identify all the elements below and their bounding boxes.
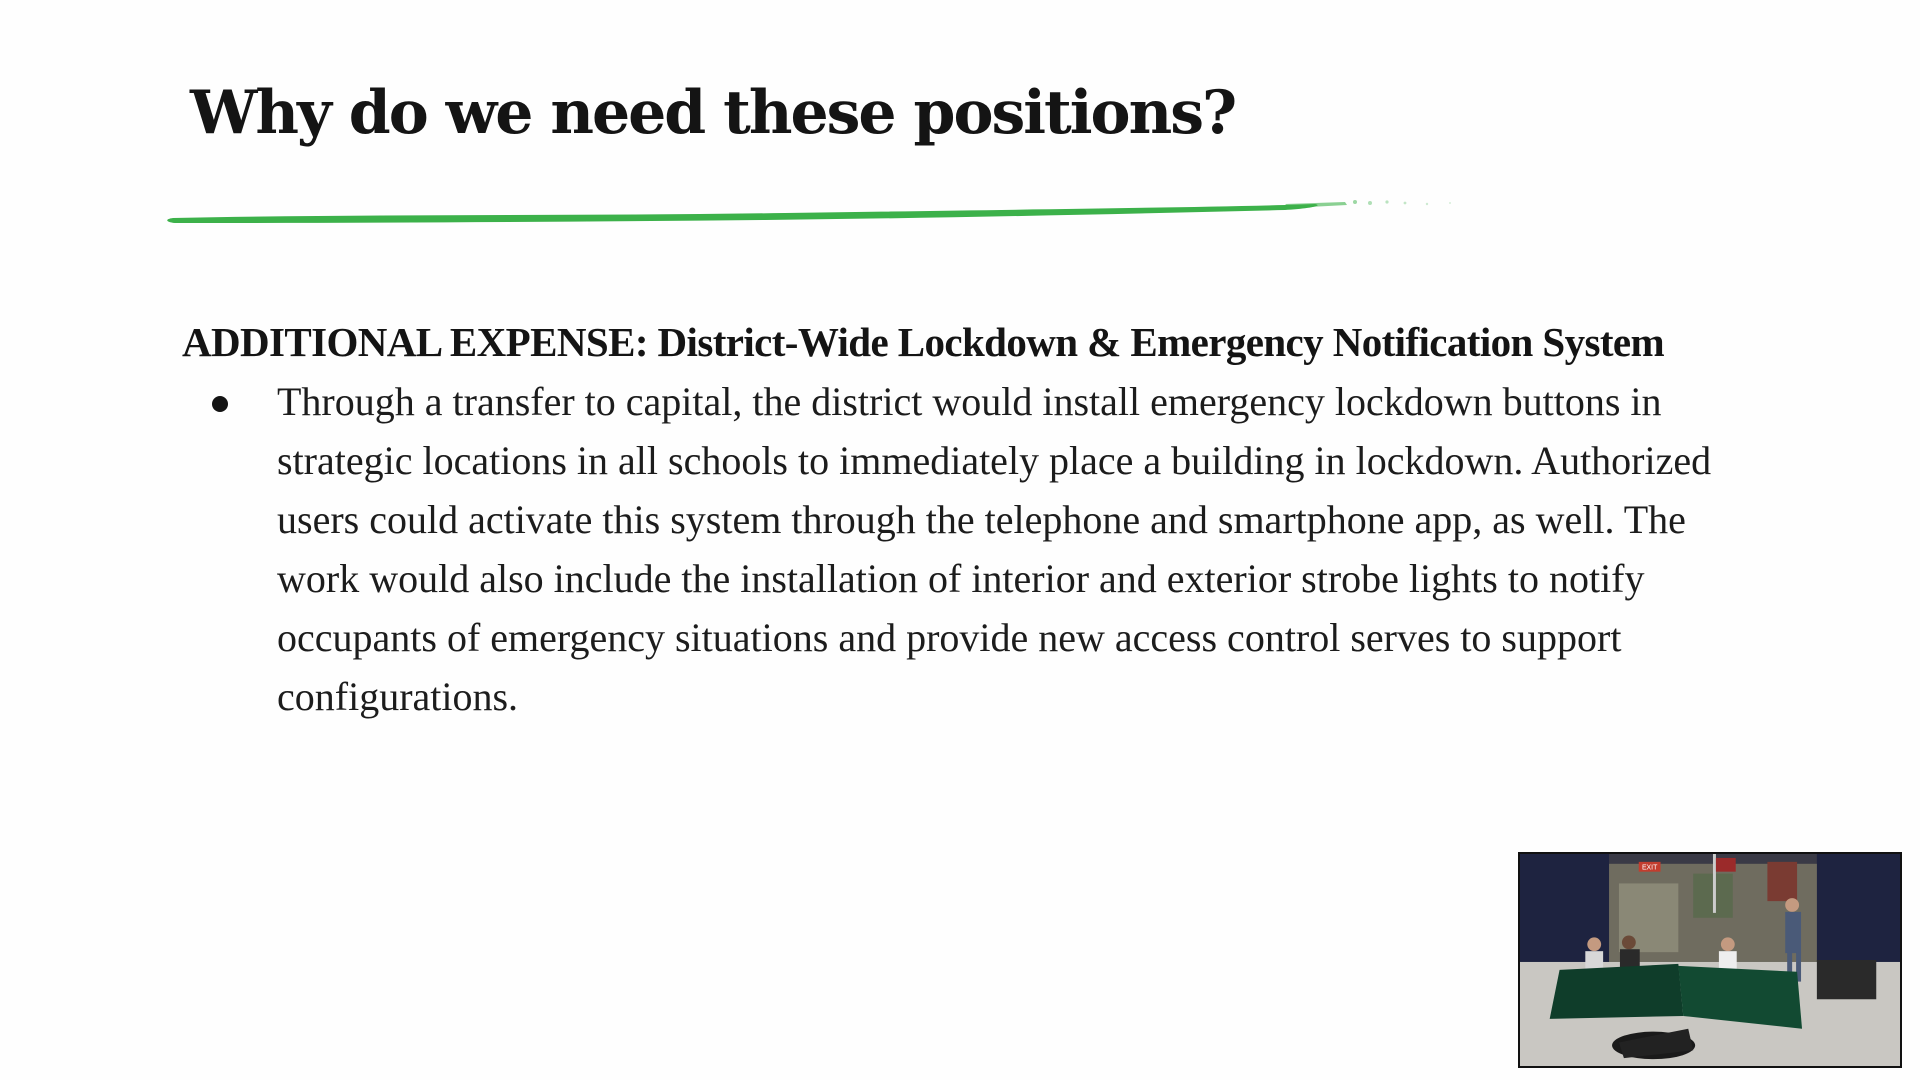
section-heading: ADDITIONAL EXPENSE: District-Wide Lockdown & Emergency Notification System <box>182 319 1665 365</box>
bullet-text: Through a transfer to capital, the district would install emergency lockdown buttons in strategic locations in all schools to immediately place a building in lockdown. Authorized users could activate this system through the telephone and smartphone app, as well. The work would also include the installation of interior and exterior strobe lights to notify occupants of emergency situations and provide new access control serves to support configurations. <box>277 379 1712 719</box>
list-item <box>200 372 1760 726</box>
slide-title: Why do we need these positions? <box>190 78 1236 148</box>
bullet-list <box>200 372 1760 726</box>
green-brush-underline <box>165 196 1475 226</box>
exit-sign-text: EXIT <box>1641 864 1658 872</box>
meeting-room-image <box>1520 854 1900 1066</box>
meeting-camera-feed[interactable] <box>1518 852 1902 1068</box>
bullet-icon <box>212 396 228 412</box>
